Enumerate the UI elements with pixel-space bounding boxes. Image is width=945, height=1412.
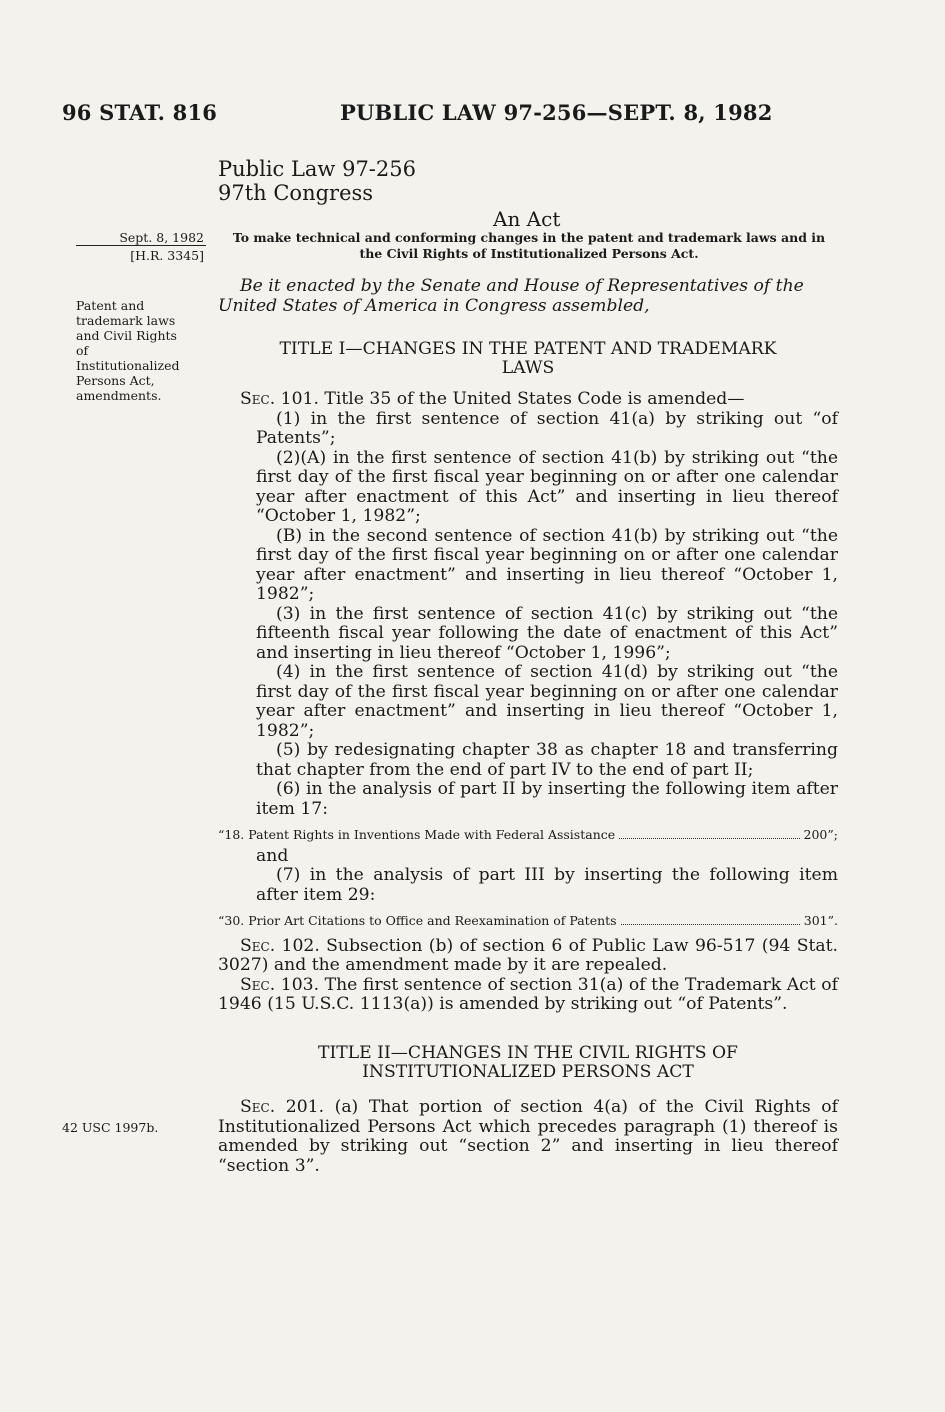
sec-101-para-5: (5) by redesignating chapter 38 as chapter 18 and transferring that chapter from the end of part IV to the end of part II; — [256, 740, 838, 780]
sec-101-para-2a: (2)(A) in the first sentence of section 41(b) by striking out “the first day of the first fiscal year beginning on or after one calendar year after enactment of this Act” and inserting in lieu thereof “October 1, 1982”; — [256, 447, 838, 526]
sec-label: Sec. — [240, 389, 276, 409]
item-18-number: 200”; — [803, 827, 838, 842]
enactment-date: Sept. 8, 1982 — [119, 230, 204, 245]
sec-201-text: 201. (a) That portion of section 4(a) of the Civil Rights of Institutionalized Persons Act which precedes paragraph (1) thereof is amended by striking out “section 2” and inserting in lieu thereof “section 3”. — [218, 1097, 838, 1176]
sec-201-para — [218, 1098, 838, 1176]
subject-line: and Civil Rights — [76, 328, 177, 343]
section-201 — [218, 1098, 838, 1176]
title-1-line-1: TITLE I—CHANGES IN THE PATENT AND TRADEMARK — [279, 339, 777, 359]
margin-subject-note — [76, 298, 206, 403]
title-2-line-1: TITLE II—CHANGES IN THE CIVIL RIGHTS OF — [318, 1043, 738, 1063]
sec-101-para-6: (6) in the analysis of part II by inserting the following item after item 17: — [256, 779, 838, 819]
enacting-line-2: United States of America in Congress assembled, — [218, 295, 650, 316]
enacting-line-1: Be it enacted by the Senate and House of Representatives of the — [240, 276, 804, 296]
analysis-item-18 — [218, 825, 838, 845]
leader-dots — [621, 924, 800, 925]
sec-101-and: and — [256, 845, 289, 866]
sec-101-para-1: (1) in the first sentence of section 41(a) by striking out “of Patents”; — [256, 408, 838, 448]
item-30-text: “30. Prior Art Citations to Office and Reexamination of Patents — [218, 913, 617, 928]
enacting-clause — [218, 277, 838, 316]
subject-line: Persons Act, — [76, 373, 155, 388]
sec-101-para-3: (3) in the first sentence of section 41(c) by striking out “the fifteenth fiscal year following the date of enactment of this Act” and inserting in lieu thereof “October 1, 1996”; — [256, 603, 838, 663]
sec-101-intro — [218, 390, 838, 410]
title-1-line-2: LAWS — [501, 358, 555, 378]
sec-101-para-7: (7) in the analysis of part III by inserting the following item after item 29: — [256, 865, 838, 905]
stat-reference: 96 STAT. 816 — [62, 100, 218, 125]
leader-dots — [619, 838, 799, 839]
title-1-heading — [218, 340, 838, 378]
subject-line: trademark laws — [76, 313, 176, 328]
analysis-item-30 — [218, 911, 838, 931]
sec-101-para-4: (4) in the first sentence of section 41(d) by striking out “the first day of the first fiscal year beginning on or after one calendar year after enactment” and inserting in lieu thereof “October 1, 1982”; — [256, 662, 838, 741]
act-label: An Act — [493, 207, 561, 231]
margin-divider — [76, 245, 206, 246]
sec-label: Sec. — [240, 974, 276, 995]
act-purpose-line-1: To make technical and conforming changes in the patent and trademark laws and in — [232, 230, 826, 245]
usc-reference: 42 USC 1997b. — [62, 1120, 159, 1135]
item-30-number: 301”. — [803, 913, 838, 928]
title-2-heading — [218, 1044, 838, 1082]
section-101 — [218, 390, 838, 1015]
sec-101-para-2b: (B) in the second sentence of section 41(b) by striking out “the first day of the first fiscal year beginning on or after one calendar year after enactment” and inserting in lieu thereof “October 1, 1982”; — [256, 525, 838, 604]
section-102 — [218, 937, 838, 976]
act-purpose — [216, 230, 842, 262]
public-law-number: Public Law 97-256 — [218, 157, 416, 181]
section-103 — [218, 976, 838, 1015]
subject-line: of — [76, 343, 89, 358]
item-18-text: “18. Patent Rights in Inventions Made with Federal Assistance — [218, 827, 616, 842]
subject-line: Patent and — [76, 298, 145, 313]
sec-103-text: 103. The first sentence of section 31(a) of the Trademark Act of 1946 (15 U.S.C. 1113(a)) is amended by striking out “of Patents”. — [218, 974, 838, 1014]
bill-number: [H.R. 3345] — [130, 248, 204, 263]
running-head: PUBLIC LAW 97-256—SEPT. 8, 1982 — [340, 100, 773, 125]
congress-number: 97th Congress — [218, 181, 374, 205]
act-purpose-line-2: the Civil Rights of Institutionalized Persons Act. — [359, 246, 699, 261]
subject-line: amendments. — [76, 388, 162, 403]
sec-label: Sec. — [240, 935, 276, 956]
sec-102-text: 102. Subsection (b) of section 6 of Public Law 96-517 (94 Stat. 3027) and the amendment made by it are repealed. — [218, 935, 838, 975]
sec-label: Sec. — [240, 1097, 276, 1117]
subject-line: Institutionalized — [76, 358, 180, 373]
sec-101-intro-text: 101. Title 35 of the United States Code is amended— — [275, 389, 745, 409]
title-2-line-2: INSTITUTIONALIZED PERSONS ACT — [362, 1062, 694, 1082]
